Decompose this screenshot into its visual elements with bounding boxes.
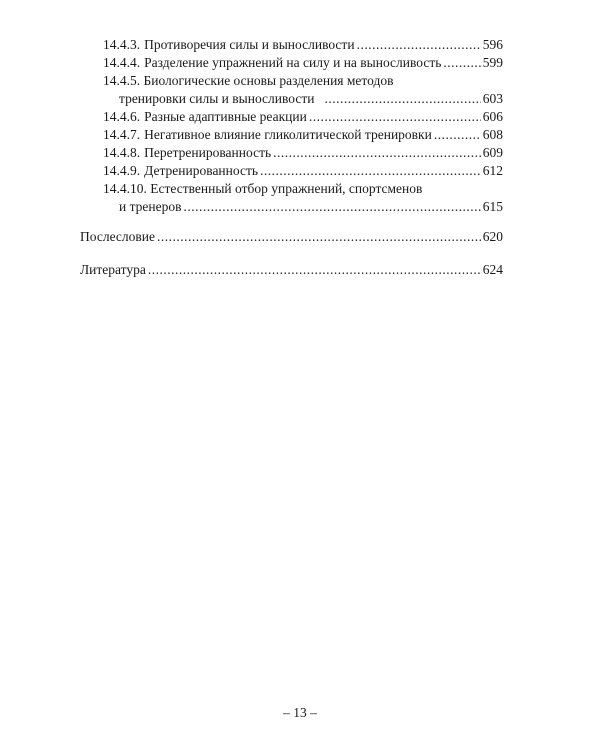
toc-leader-dots xyxy=(184,198,481,216)
toc-entry-number: 14.4.9. xyxy=(103,163,141,178)
toc-entry-number: 14.4.10. xyxy=(103,181,147,196)
toc-entry-title: Разделение упражнений на силу и на выносливость xyxy=(144,55,442,70)
toc-entry-page: 615 xyxy=(482,199,503,214)
toc-section-page: 624 xyxy=(482,262,503,277)
toc-entry-number: 14.4.7. xyxy=(103,127,141,142)
toc-entry-page: 596 xyxy=(482,37,503,52)
toc-leader-dots xyxy=(357,36,481,54)
toc-entry-page: 609 xyxy=(482,145,503,160)
toc-entry xyxy=(119,198,503,216)
toc-entry-page: 603 xyxy=(482,91,503,106)
toc-leader-dots xyxy=(273,144,481,162)
toc-section-page: 620 xyxy=(482,229,503,244)
toc-entry-number: 14.4.6. xyxy=(103,109,141,124)
toc-entry-title: Противоречия силы и выносливости xyxy=(144,37,355,52)
toc-entry-first-line xyxy=(103,72,394,90)
toc-leader-dots xyxy=(260,162,481,180)
toc-entry xyxy=(103,108,503,126)
toc-leader-dots xyxy=(434,126,481,144)
toc-leader-dots xyxy=(157,228,481,246)
toc-entry-title-continued: и тренеров xyxy=(119,199,182,214)
toc-entry-title: Естественный отбор упражнений, спортсменов xyxy=(150,181,423,196)
toc-entry xyxy=(103,36,503,54)
toc-leader-dots xyxy=(148,261,481,279)
toc-entry-number: 14.4.3. xyxy=(103,37,141,52)
toc-entry-title: Разные адаптивные реакции xyxy=(144,109,307,124)
toc-entry-title: Биологические основы разделения методов xyxy=(143,73,394,88)
toc-section-title: Литература xyxy=(80,262,146,277)
toc-section xyxy=(80,261,503,279)
toc-entry-first-line xyxy=(103,180,422,198)
toc-entry xyxy=(103,54,503,72)
toc-entry-page: 612 xyxy=(482,163,503,178)
toc-entry xyxy=(103,126,503,144)
toc-entry-page: 606 xyxy=(482,109,503,124)
toc-entry-title-continued: тренировки силы и выносливости xyxy=(119,91,315,106)
toc-entry-number: 14.4.5. xyxy=(103,73,141,88)
toc-section-title: Послесловие xyxy=(80,229,155,244)
toc-entry-title: Перетренированность xyxy=(144,145,272,160)
toc-entry-page: 599 xyxy=(482,55,503,70)
toc-entry-title: Детренированность xyxy=(144,163,259,178)
toc-leader-dots xyxy=(324,90,480,108)
toc-section xyxy=(80,228,503,246)
toc-leader-dots xyxy=(309,108,481,126)
toc-entry-title: Негативное влияние гликолитической тренировки xyxy=(144,127,432,142)
toc-entry xyxy=(119,90,503,108)
toc-entry-number: 14.4.4. xyxy=(103,55,141,70)
page-number: – 13 – xyxy=(283,705,317,720)
toc-entry xyxy=(103,162,503,180)
toc-entry-page: 608 xyxy=(482,127,503,142)
toc-leader-dots xyxy=(443,54,480,72)
toc-entry-number: 14.4.8. xyxy=(103,145,141,160)
toc-entry xyxy=(103,144,503,162)
